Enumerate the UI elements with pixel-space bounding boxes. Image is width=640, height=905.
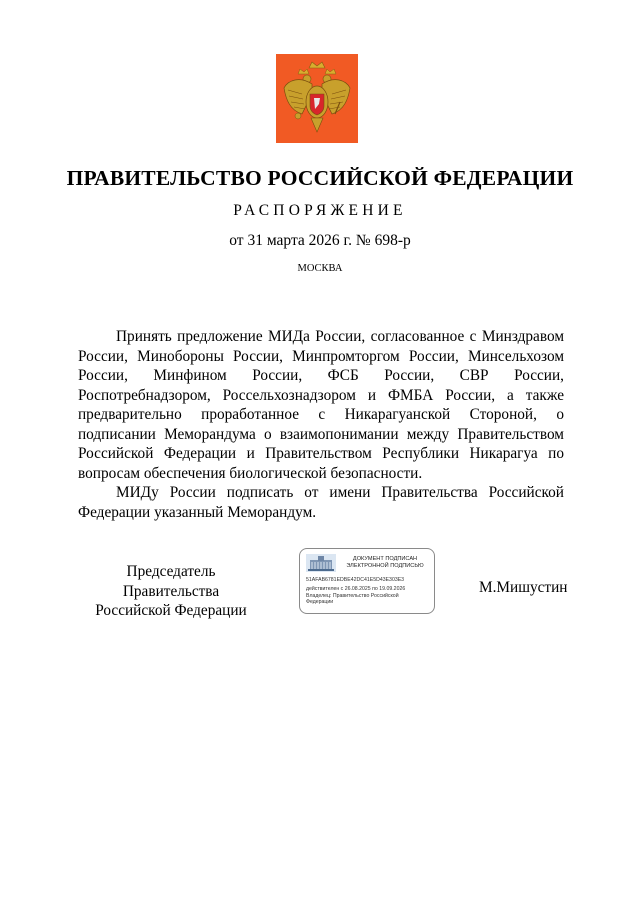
body-paragraph: Принять предложение МИДа России, согласованное с Минздравом России, Минобороны России, Минпромторгом России, Минсельхозом России, Минфином России, ФСБ России, СВР России, Роспотребнадзором, Россельхознадзором и ФМБА России, а также предварительно проработанное с Никарагуанской Стороной, о подписании Меморандума о взаимопонимании между Правительством Российской Федерации и Правительством Республики Никарагуа по вопросам обеспечения биологической безопасности.: [78, 328, 564, 482]
signatory-position: [78, 562, 264, 621]
body-paragraph: МИДу России подписать от имени Правительства Российской Федерации указанный Меморандум.: [78, 484, 564, 521]
stamp-validity: действителен с 26.08.2025 по 19.09.2026: [306, 586, 406, 592]
signatory-position-line: Председатель Правительства: [122, 563, 220, 600]
document-city: МОСКВА: [297, 263, 343, 274]
signer-name: М.Мишустин: [479, 579, 568, 596]
document-body: [78, 327, 564, 522]
government-building-icon: [306, 554, 336, 572]
stamp-owner: Федерации: [306, 599, 334, 605]
stamp-owner: Владелец: Правительство Российской: [306, 593, 399, 599]
stamp-heading-line: ЭЛЕКТРОННОЙ ПОДПИСЬЮ: [346, 563, 424, 569]
coat-of-arms-emblem: [276, 54, 358, 143]
government-title: ПРАВИТЕЛЬСТВО РОССИЙСКОЙ ФЕДЕРАЦИИ: [66, 166, 574, 190]
document-type: РАСПОРЯЖЕНИЕ: [233, 202, 407, 219]
stamp-heading-line: ДОКУМЕНТ ПОДПИСАН: [352, 556, 418, 562]
stamp-heading: [338, 556, 432, 570]
electronic-signature-stamp: [299, 548, 435, 614]
document-date-number: от 31 марта 2026 г. № 698-р: [229, 232, 411, 249]
stamp-certificate: 51AFAB6781EDBE42DC41E5D43E303E3: [306, 577, 405, 583]
signatory-position-line: Российской Федерации: [95, 602, 247, 619]
